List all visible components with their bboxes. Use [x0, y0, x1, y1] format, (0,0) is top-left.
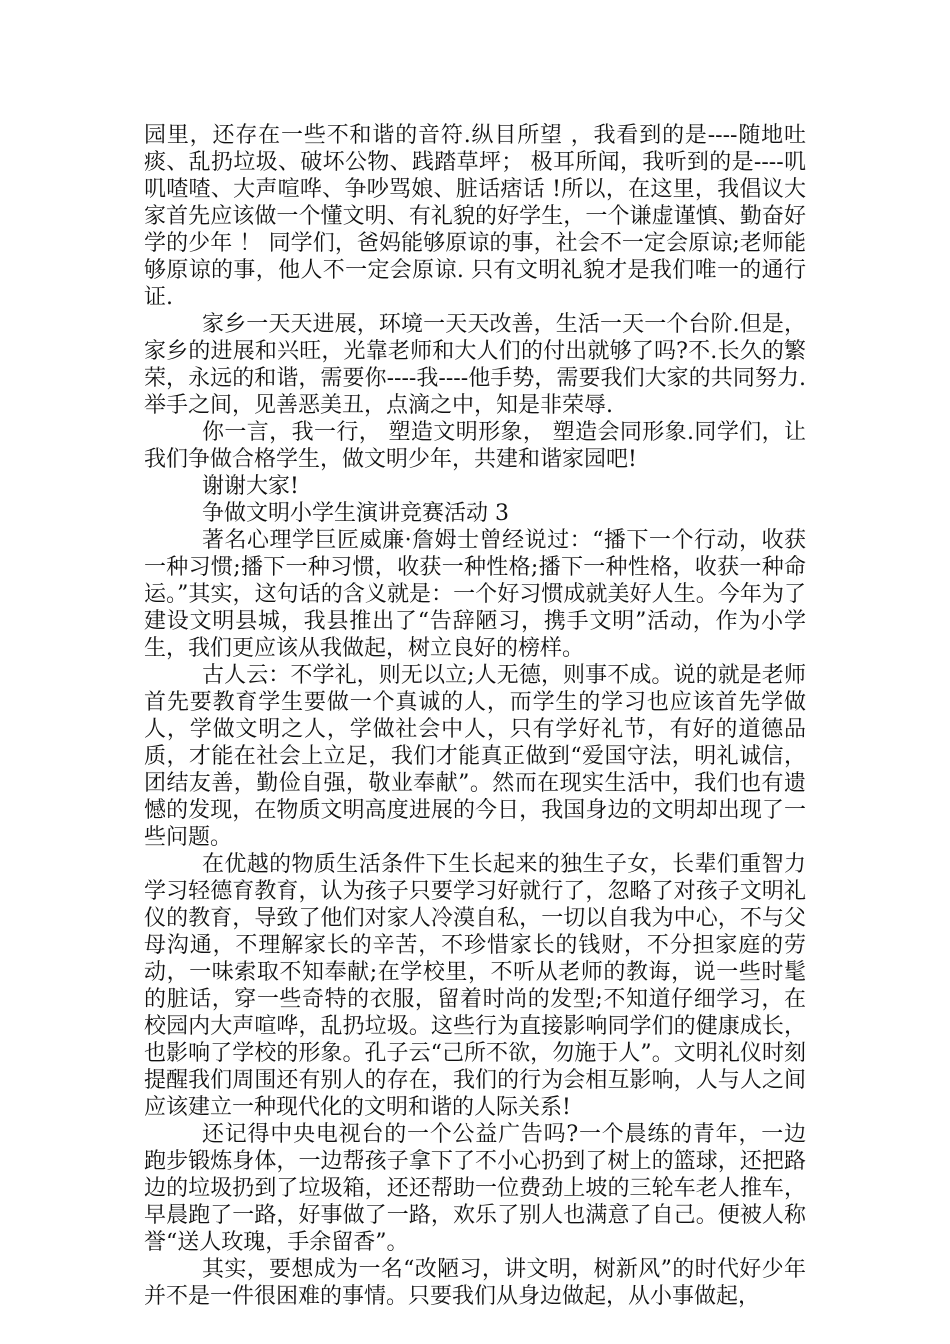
paragraph-conclusion: 其实，要想成为一名“改陋习，讲文明，树新风”的时代好少年并不是一件很困难的事情。只要我们从身边做起，从小事做起， — [144, 1257, 806, 1309]
paragraph-only-children: 在优越的物质生活条件下生长起来的独生子女，长辈们重智力学习轻德育教育，认为孩子只要学习好就行了，忽略了对孩子文明礼仪的教育，导致了他们对家人冷漠自私，一切以自我为中心，不与父母沟通，不理解家长的辛苦，不珍惜家长的钱财，不分担家庭的劳动，一味索取不知奉献;在学校里，不听从老师的教诲，说一些时髦的脏话，穿一些奇特的衣服，留着时尚的发型;不知道仔细学习，在校园内大声喧哗，乱扔垃圾。这些行为直接影响同学们的健康成长，也影响了学校的形象。孔子云“己所不欲，勿施于人”。文明礼仪时刻提醒我们周围还有别人的存在，我们的行为会相互影响，人与人之间应该建立一种现代化的文明和谐的人际关系! — [144, 852, 806, 1120]
paragraph-james-quote: 著名心理学巨匠威廉·詹姆士曾经说过：“播下一个行动，收获一种习惯;播下一种习惯，收获一种性格;播下一种性格，收获一种命运。”其实，这句话的含义就是：一个好习惯成就美好人生。今年为了建设文明县城，我县推出了“告辞陋习，携手文明”活动，作为小学生，我们更应该从我做起，树立良好的榜样。 — [144, 528, 806, 661]
paragraph-ancient-saying: 古人云：不学礼，则无以立;人无德，则事不成。说的就是老师首先要教育学生要做一个真诚的人，而学生的学习也应该首先学做人，学做文明之人，学做社会中人，只有学好礼节，有好的道德品质，才能在社会上立足，我们才能真正做到“爱国守法，明礼诚信，团结友善，勤俭自强，敬业奉献”。然而在现实生活中，我们也有遗憾的发现，在物质文明高度进展的今日，我国身边的文明却出现了一些问题。 — [144, 663, 806, 850]
paragraph-tv-ad: 还记得中央电视台的一个公益广告吗?一个晨练的青年，一边跑步锻炼身体，一边帮孩子拿下了不小心扔到了树上的篮球，还把路边的垃圾扔到了垃圾箱，还还帮助一位费劲上坡的三轮车老人推车，早晨跑了一路，好事做了一路，欢乐了别人也满意了自己。便被人称誉“送人玫瑰，手余留香”。 — [144, 1122, 806, 1255]
document-page — [144, 122, 806, 1310]
paragraph-call-to-action: 你一言，我一行， 塑造文明形象， 塑造会同形象.同学们，让我们争做合格学生，做文明少年，共建和谐家园吧! — [144, 420, 806, 472]
section-title: 争做文明小学生演讲竞赛活动 3 — [202, 501, 509, 526]
paragraph-hometown: 家乡一天天进展，环境一天天改善，生活一天一个台阶.但是，家乡的进展和兴旺，光靠老师和大人们的付出就够了吗?不.长久的繁荣，永远的和谐，需要你----我----他手势，需要我们大家的共同努力.举手之间，见善恶美丑，点滴之中，知是非荣辱. — [144, 312, 806, 418]
paragraph-continuation: 园里，还存在一些不和谐的音符.纵目所望 ，我看到的是----随地吐痰、乱扔垃圾、破坏公物、践踏草坪； 极耳所闻，我听到的是----叽叽喳喳、大声喧哗、争吵骂娘、脏话痞话 !所以，在这里，我倡议大家首先应该做一个懂文明、有礼貌的好学生，一个谦虚谨慎、勤奋好学的少年 ！ 同学们，爸妈能够原谅的事，社会不一定会原谅;老师能够原谅的事，他人不一定会原谅. 只有文明礼貌才是我们唯一的通行证. — [144, 123, 806, 310]
closing-thanks: 谢谢大家! — [202, 474, 299, 499]
